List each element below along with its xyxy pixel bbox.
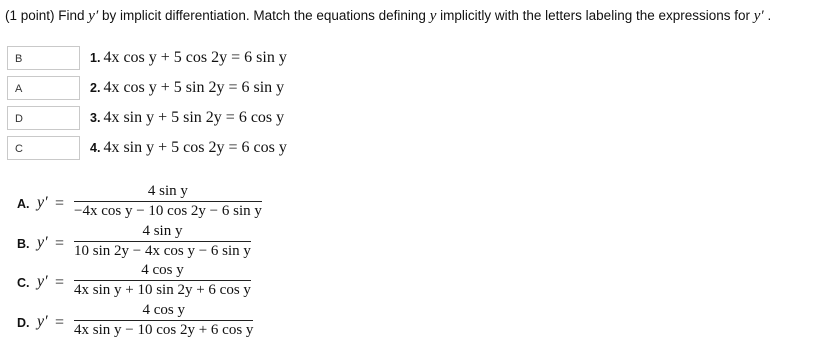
option-label: C.: [17, 276, 30, 290]
equation-2: [90, 79, 284, 97]
fraction-denominator: −4x cos y − 10 cos 2y − 6 sin y: [74, 203, 262, 219]
problem-prompt: [5, 8, 771, 25]
option-fraction: [74, 302, 253, 338]
answer-input-3[interactable]: D: [7, 106, 80, 130]
fraction-bar: [74, 241, 251, 242]
option-yprime: y′: [37, 273, 48, 290]
option-label: B.: [17, 237, 30, 251]
fraction-numerator: 4 cos y: [142, 302, 185, 318]
equation-text: 4x cos y + 5 sin 2y = 6 sin y: [103, 79, 285, 96]
prompt-text: (1 point) Find: [5, 8, 89, 23]
option-yprime: y′: [37, 234, 48, 251]
option-label: A.: [17, 197, 30, 211]
equation-number: 3.: [90, 111, 101, 125]
equation-text: 4x sin y + 5 sin 2y = 6 cos y: [103, 109, 285, 126]
equation-text: 4x cos y + 5 cos 2y = 6 sin y: [103, 49, 287, 66]
answer-input-1[interactable]: B: [7, 46, 80, 70]
prompt-yprime: y′: [88, 8, 99, 24]
fraction-denominator: 10 sin 2y − 4x cos y − 6 sin y: [74, 243, 251, 259]
option-equals: =: [55, 274, 65, 291]
fraction-bar: [74, 280, 251, 281]
equation-3: [90, 109, 284, 127]
equation-4: [90, 139, 287, 157]
equation-1: [90, 49, 287, 67]
option-fraction: [74, 223, 251, 259]
equation-number: 4.: [90, 141, 101, 155]
prompt-end: .: [763, 8, 772, 23]
fraction-numerator: 4 sin y: [142, 223, 183, 239]
answer-input-2[interactable]: A: [7, 76, 80, 100]
fraction-bar: [74, 320, 253, 321]
option-yprime: y′: [37, 194, 48, 211]
option-fraction: [74, 183, 262, 219]
option-equals: =: [55, 195, 65, 212]
equation-number: 1.: [90, 51, 101, 65]
option-equals: =: [55, 235, 65, 252]
equation-text: 4x sin y + 5 cos 2y = 6 cos y: [103, 139, 287, 156]
prompt-text-2: by implicit differentiation. Match the equations defining: [98, 8, 430, 23]
prompt-y: y: [429, 8, 437, 24]
fraction-numerator: 4 cos y: [141, 262, 184, 278]
option-yprime: y′: [37, 313, 48, 330]
option-equals: =: [55, 314, 65, 331]
fraction-numerator: 4 sin y: [147, 183, 188, 199]
answer-input-4[interactable]: C: [7, 136, 80, 160]
prompt-text-3: implicitly with the letters labeling the expressions for: [436, 8, 754, 23]
prompt-yprime-2: y′: [753, 8, 764, 24]
fraction-denominator: 4x sin y − 10 cos 2y + 6 cos y: [74, 322, 254, 338]
option-label: D.: [17, 316, 30, 330]
fraction-bar: [74, 201, 262, 202]
equation-number: 2.: [90, 81, 101, 95]
option-fraction: [74, 262, 251, 298]
fraction-denominator: 4x sin y + 10 sin 2y + 6 cos y: [74, 282, 251, 298]
